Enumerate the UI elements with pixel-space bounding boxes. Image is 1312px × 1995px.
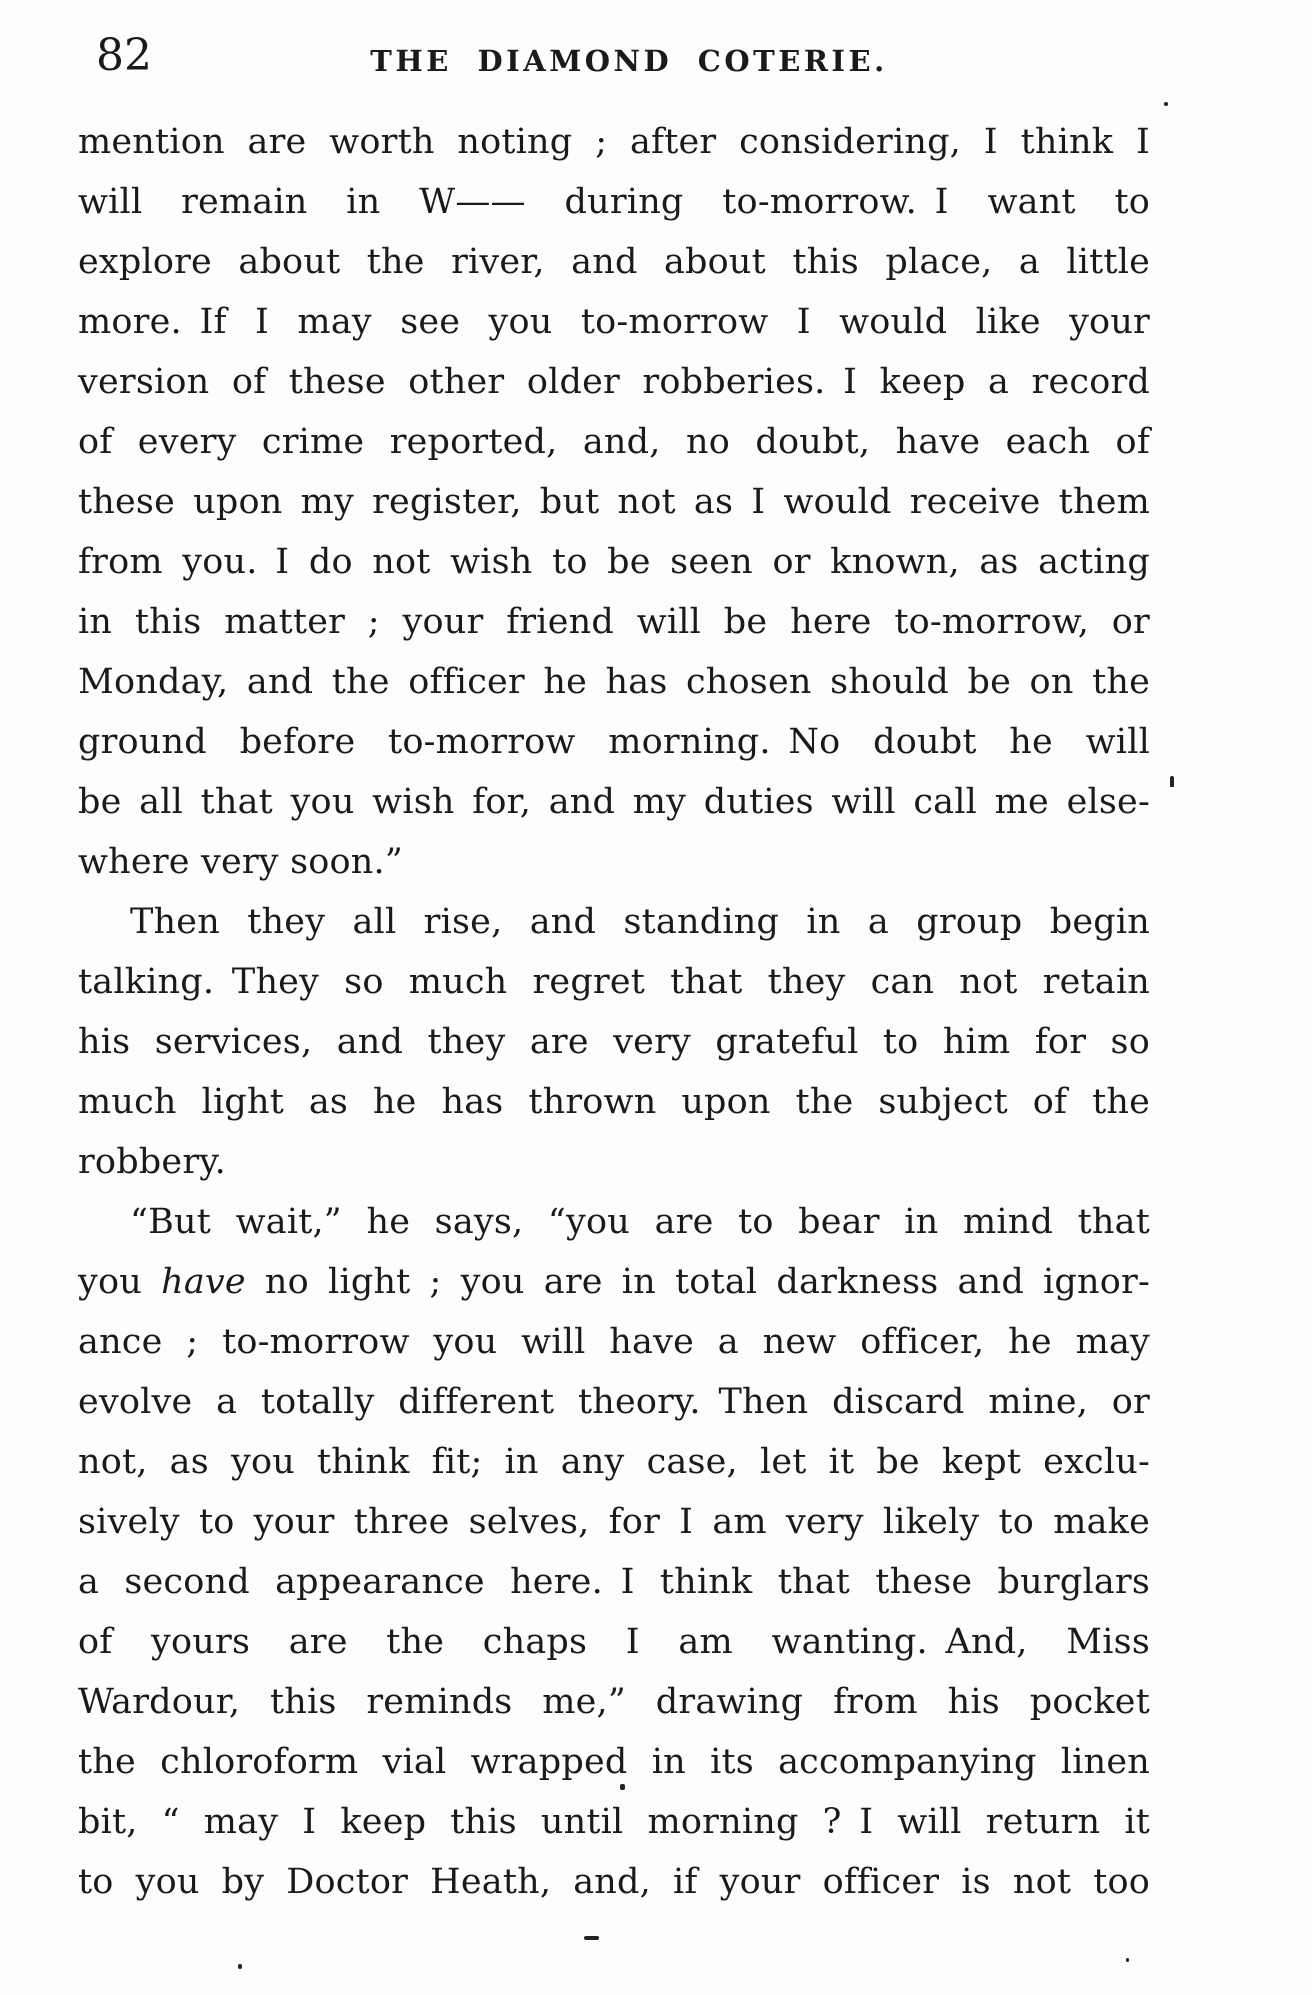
text-segment: to you by Doctor Heath, and, if your officer is not too <box>78 1862 1150 1902</box>
text-line <box>78 112 1150 172</box>
text-segment: from you. I do not wish to be seen or known, as acting <box>78 542 1150 582</box>
text-segment: be all that you wish for, and my duties will call me else- <box>78 782 1150 822</box>
text-segment: in this matter ; your friend will be here to-morrow, or <box>78 602 1150 642</box>
text-segment: robbery. <box>78 1142 226 1182</box>
text-line <box>78 1792 1150 1852</box>
text-segment: ance ; to-morrow you will have a new officer, he may <box>78 1322 1150 1362</box>
text-segment: sively to your three selves, for I am very likely to make <box>78 1502 1150 1542</box>
text-line <box>78 652 1150 712</box>
text-segment: Monday, and the officer he has chosen should be on the <box>78 662 1150 702</box>
text-line <box>78 352 1150 412</box>
text-segment: Wardour, this reminds me,” drawing from his pocket <box>78 1682 1150 1722</box>
scan-speck <box>238 1964 242 1969</box>
text-line <box>78 1192 1150 1252</box>
text-line <box>78 1672 1150 1732</box>
text-line <box>78 832 1150 892</box>
text-segment: much light as he has thrown upon the subject of the <box>78 1082 1150 1122</box>
text-line <box>78 1432 1150 1492</box>
text-segment: no light ; you are in total darkness and ignor- <box>245 1262 1151 1302</box>
text-segment: Then they all rise, and standing in a group begin <box>130 902 1150 942</box>
text-line <box>78 1312 1150 1372</box>
scan-speck <box>1126 1958 1129 1962</box>
text-segment: evolve a totally different theory. Then discard mine, or <box>78 1382 1150 1422</box>
text-segment: the chloroform vial wrapped in its accompanying linen <box>78 1742 1150 1782</box>
scan-speck <box>1164 102 1168 106</box>
scan-speck <box>584 1936 599 1940</box>
text-segment: version of these other older robberies. I keep a record <box>78 362 1150 402</box>
text-segment: bit, “ may I keep this until morning ? I will return it <box>78 1802 1150 1842</box>
text-segment: “But wait,” he says, “you are to bear in mind that <box>130 1202 1150 1242</box>
text-line <box>78 472 1150 532</box>
text-line <box>78 1492 1150 1552</box>
text-line <box>78 1612 1150 1672</box>
text-segment: not, as you think fit; in any case, let it be kept exclu- <box>78 1442 1150 1482</box>
page-number: 82 <box>96 30 152 81</box>
text-line <box>78 1732 1150 1792</box>
text-segment: of yours are the chaps I am wanting. And, Miss <box>78 1622 1150 1662</box>
text-segment: mention are worth noting ; after considering, I think I <box>78 122 1150 162</box>
text-line <box>78 232 1150 292</box>
page-body <box>78 112 1150 1912</box>
text-segment: you <box>78 1262 162 1302</box>
text-segment: ground before to-morrow morning. No doubt he will <box>78 722 1150 762</box>
text-line <box>78 1012 1150 1072</box>
text-line <box>78 712 1150 772</box>
text-line <box>78 1552 1150 1612</box>
text-line <box>78 892 1150 952</box>
text-line <box>78 1372 1150 1432</box>
scan-speck <box>620 1784 625 1790</box>
text-segment: explore about the river, and about this place, a little <box>78 242 1150 282</box>
text-line <box>78 1852 1150 1912</box>
text-segment: his services, and they are very grateful to him for so <box>78 1022 1150 1062</box>
text-line <box>78 1072 1150 1132</box>
text-line <box>78 952 1150 1012</box>
text-segment: where very soon.” <box>78 842 403 882</box>
text-segment: talking. They so much regret that they can not retain <box>78 962 1150 1002</box>
text-segment: more. If I may see you to-morrow I would like your <box>78 302 1150 342</box>
text-line <box>78 1132 1150 1192</box>
text-line <box>78 592 1150 652</box>
text-segment: of every crime reported, and, no doubt, have each of <box>78 422 1150 462</box>
running-title: THE DIAMOND COTERIE. <box>370 44 888 78</box>
text-segment: a second appearance here. I think that these burglars <box>78 1562 1150 1602</box>
text-line <box>78 772 1150 832</box>
text-line <box>78 412 1150 472</box>
text-line <box>78 532 1150 592</box>
scan-speck <box>1170 776 1174 787</box>
page-header <box>0 0 1312 95</box>
text-segment: will remain in W—— during to-morrow. I want to <box>78 182 1150 222</box>
text-line <box>78 172 1150 232</box>
text-line <box>78 292 1150 352</box>
text-line <box>78 1252 1150 1312</box>
text-segment: these upon my register, but not as I would receive them <box>78 482 1150 522</box>
text-segment: have <box>161 1262 246 1302</box>
